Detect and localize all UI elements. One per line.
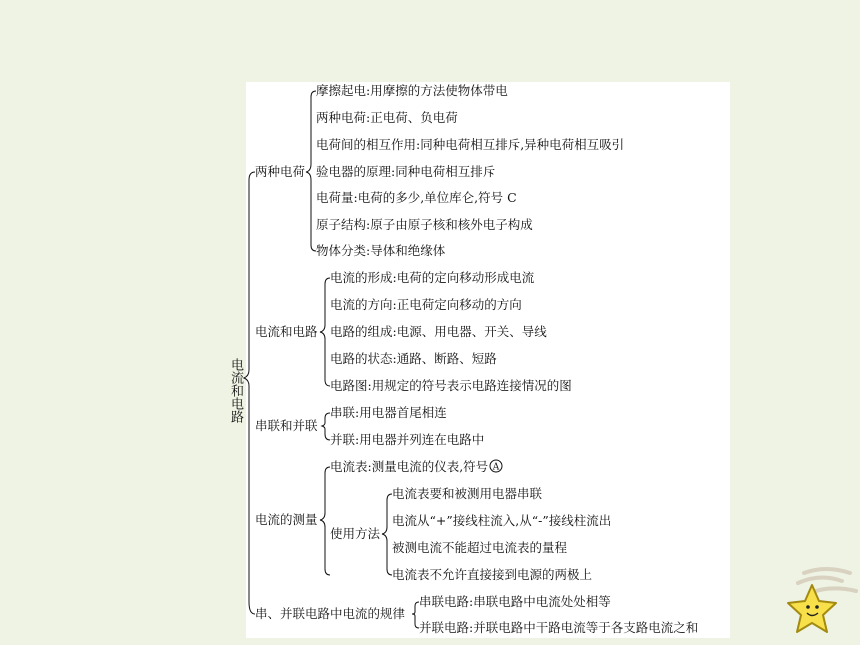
root-label: 电流和电路 — [228, 358, 243, 423]
group-label-charges: 两种电荷 — [255, 164, 306, 179]
list-item: 电荷间的相互作用:同种电荷相互排斥,异种电荷相互吸引 — [316, 137, 625, 152]
brace-charges — [306, 91, 316, 251]
root-brace — [244, 172, 255, 614]
list-item: 电流从“+”接线柱流入,从“-”接线柱流出 — [392, 513, 612, 528]
group-label-measurement: 电流的测量 — [255, 512, 318, 527]
group-label-current-rules: 串、并联电路中电流的规律 — [255, 606, 406, 621]
list-item: 摩擦起电:用摩擦的方法使物体带电 — [316, 83, 508, 98]
list-item: 电流表不允许直接接到电源的两极上 — [392, 567, 593, 582]
list-item: 被测电流不能超过电流表的量程 — [392, 540, 568, 555]
sub-label-usage: 使用方法 — [330, 526, 381, 541]
brace-usage — [382, 494, 392, 575]
list-item: 电荷量:电荷的多少,单位库仑,符号 C — [316, 190, 517, 205]
brace-current-circuit — [320, 278, 330, 386]
list-item: 电流的方向:正电荷定向移动的方向 — [330, 297, 522, 312]
list-item: 电流的形成:电荷的定向移动形成电流 — [330, 270, 535, 285]
group-label-series-parallel: 串联和并联 — [255, 418, 318, 433]
group-label-current-circuit: 电流和电路 — [255, 324, 318, 339]
list-item: 物体分类:导体和绝缘体 — [316, 243, 446, 258]
list-item: 并联电路:并联电路中干路电流等于各支路电流之和 — [419, 620, 699, 635]
ammeter-item-text: 电流表:测量电流的仪表,符号 — [330, 459, 489, 474]
brace-current-rules — [412, 602, 419, 628]
list-item: 电流表要和被测用电器串联 — [392, 486, 543, 501]
list-item: 串联:用电器首尾相连 — [330, 405, 447, 420]
list-item: 两种电荷:正电荷、负电荷 — [316, 110, 458, 125]
list-item: 电路图:用规定的符号表示电路连接情况的图 — [330, 378, 572, 393]
list-item: 电路的状态:通路、断路、短路 — [330, 351, 497, 366]
brace-series-parallel — [322, 413, 330, 440]
star-icon — [770, 565, 860, 645]
ammeter-symbol-letter: A — [492, 462, 500, 473]
list-item: 验电器的原理:同种电荷相互排斥 — [316, 164, 496, 179]
brace-measurement — [320, 467, 330, 575]
list-item: 电路的组成:电源、用电器、开关、导线 — [330, 324, 547, 339]
list-item: 串联电路:串联电路中电流处处相等 — [419, 594, 611, 609]
list-item: 原子结构:原子由原子核和核外电子构成 — [316, 217, 533, 232]
list-item: 并联:用电器并列连在电路中 — [330, 432, 485, 447]
